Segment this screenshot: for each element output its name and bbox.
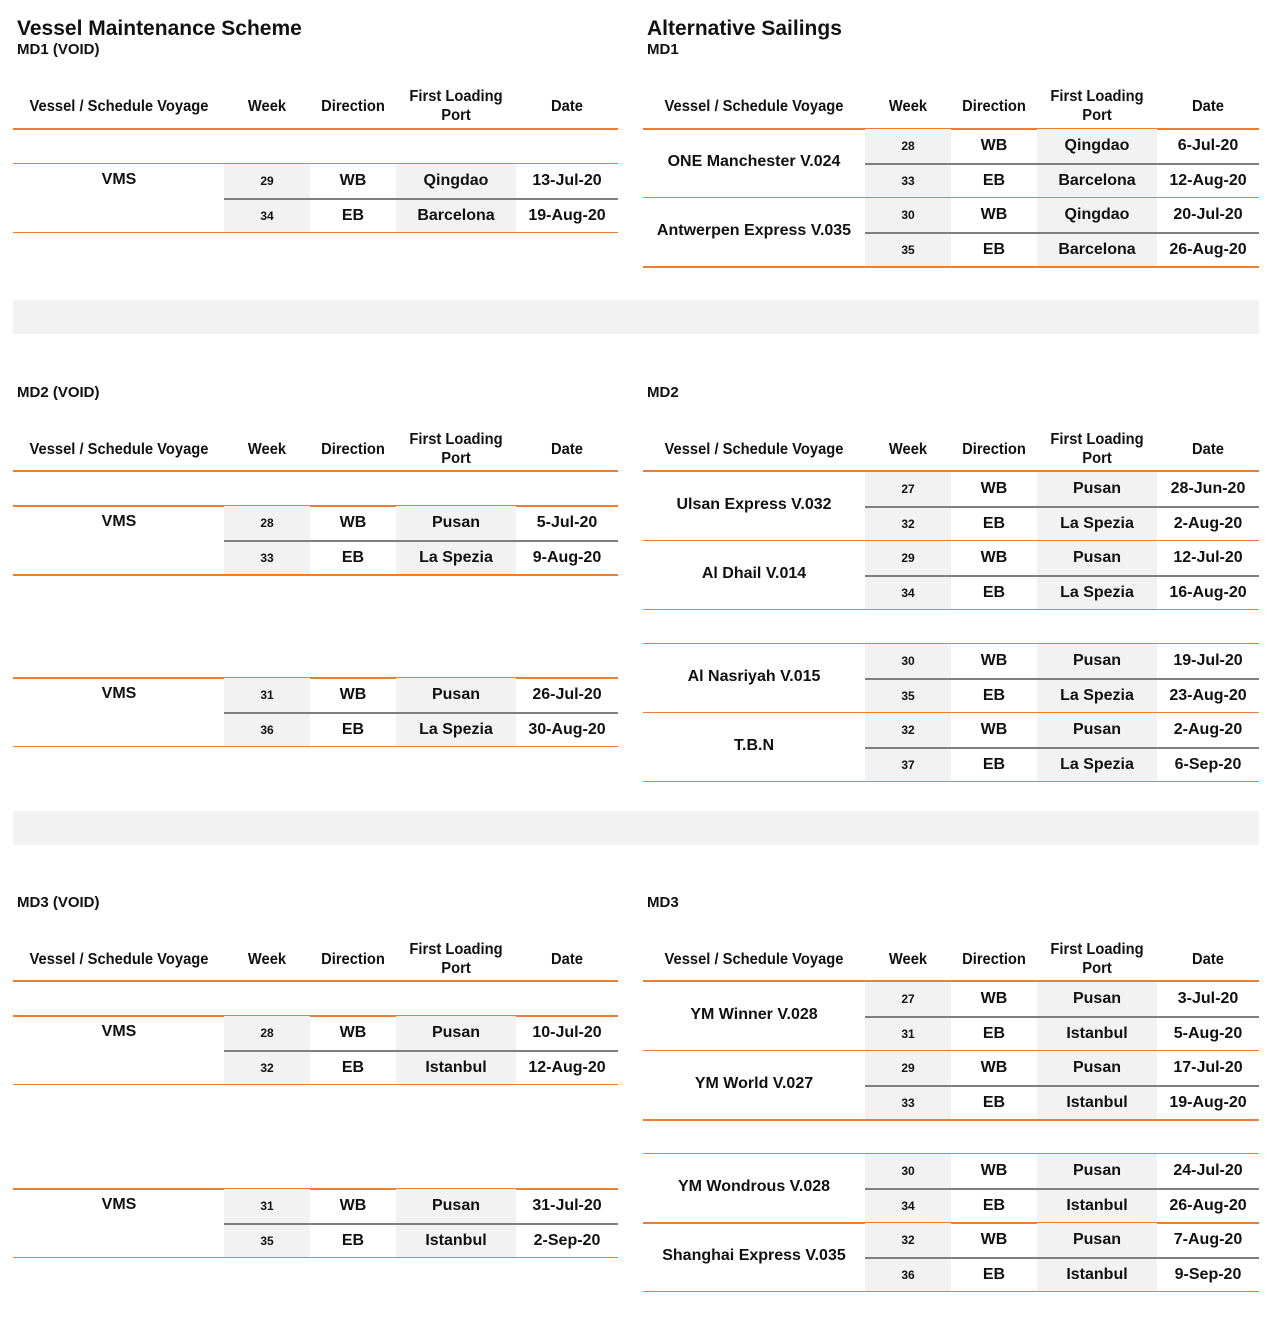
port-cell: La Spezia [396,541,516,575]
header-first-loading-port [401,939,511,979]
week-cell: 27 [865,982,951,1016]
week-cell: 36 [224,713,310,747]
date-cell: 7-Aug-20 [1173,1231,1243,1248]
vessel-name: Al Nasriyah V.015 [687,668,821,686]
week-cell: 28 [224,1016,310,1050]
direction-cell: WB [980,137,1008,154]
header-vessel: Vessel / Schedule Voyage [29,440,209,458]
direction-cell: EB [341,206,365,224]
week-cell: 30 [865,1154,951,1188]
header-port-line2: Port [441,450,471,467]
port-cell: La Spezia [1037,507,1157,541]
date-cell: 26-Aug-20 [1169,1196,1247,1214]
table-rule [224,712,618,714]
week-cell: 34 [224,199,310,233]
header-port-line1: First Loading [409,941,503,958]
week-cell: 33 [224,541,310,575]
table-rule [865,575,1259,577]
header-date: Date [551,97,583,115]
header-direction: Direction [321,950,385,968]
week-cell: 34 [865,1189,951,1223]
date-cell: 30-Aug-20 [528,720,606,738]
vessel-name: VMS [101,685,137,702]
header-vessel: Vessel / Schedule Voyage [664,97,844,115]
table-rule [865,1085,1259,1087]
date-cell: 12-Aug-20 [528,1058,606,1076]
header-port-line2: Port [1082,450,1112,467]
week-cell: 37 [865,748,951,782]
vessel-name: Ulsan Express V.032 [676,496,832,514]
date-cell: 5-Jul-20 [536,514,598,531]
header-direction: Direction [321,440,385,458]
date-cell: 24-Jul-20 [1173,1162,1243,1179]
header-week: Week [888,950,928,968]
date-cell: 26-Jul-20 [532,686,602,703]
week-cell: 35 [865,679,951,713]
date-cell: 31-Jul-20 [532,1197,602,1214]
header-date: Date [1192,440,1224,458]
right-section-subtitle: MD1 [647,41,679,58]
header-port-line2: Port [441,960,471,977]
direction-cell: WB [339,514,367,531]
table-rule [13,1084,618,1085]
date-cell: 5-Aug-20 [1173,1024,1243,1042]
vessel-name: VMS [101,171,137,188]
week-cell: 27 [865,472,951,506]
table-rule [865,506,1259,508]
header-vessel: Vessel / Schedule Voyage [664,440,844,458]
date-cell: 12-Aug-20 [1169,171,1247,189]
direction-cell: WB [980,721,1008,738]
header-port-line1: First Loading [1050,941,1144,958]
port-cell: Qingdao [1037,198,1157,232]
date-cell: 19-Aug-20 [528,206,606,224]
header-first-loading-port [1042,86,1152,126]
week-cell: 35 [865,233,951,267]
header-port-line2: Port [1082,960,1112,977]
header-port-line2: Port [441,107,471,124]
vessel-name: Al Dhail V.014 [701,565,807,583]
date-cell: 9-Aug-20 [532,548,602,566]
week-cell: 32 [865,507,951,541]
vessel-name: YM Winner V.028 [690,1006,818,1024]
port-cell: Pusan [1037,1051,1157,1085]
table-rule [13,232,618,233]
header-first-loading-port [1042,939,1152,979]
direction-cell: EB [982,686,1006,704]
direction-cell: WB [339,172,367,189]
direction-cell: WB [339,1197,367,1214]
date-cell: 6-Sep-20 [1174,755,1242,773]
port-cell: La Spezia [1037,576,1157,610]
table-rule [865,747,1259,749]
left-section-subtitle: MD2 (VOID) [17,384,100,401]
date-cell: 19-Jul-20 [1173,652,1243,669]
section-separator-band [13,300,1259,334]
port-cell: Istanbul [396,1224,516,1258]
port-cell: Pusan [1037,713,1157,747]
header-first-loading-port [1042,429,1152,469]
direction-cell: EB [982,1196,1006,1214]
header-week: Week [247,440,287,458]
port-cell: Pusan [1037,644,1157,678]
header-port-line1: First Loading [409,88,503,105]
week-cell: 35 [224,1224,310,1258]
direction-cell: EB [982,1265,1006,1283]
port-cell: Pusan [1037,982,1157,1016]
table-rule [643,609,1259,610]
table-rule [865,678,1259,680]
port-cell: Istanbul [1037,1258,1157,1292]
date-cell: 28-Jun-20 [1170,480,1246,497]
port-cell: Pusan [1037,1223,1157,1257]
table-rule [643,781,1259,782]
port-cell: Istanbul [1037,1086,1157,1120]
header-week: Week [247,950,287,968]
direction-cell: WB [980,1162,1008,1179]
date-cell: 3-Jul-20 [1177,990,1239,1007]
week-cell: 31 [865,1017,951,1051]
date-cell: 23-Aug-20 [1169,686,1247,704]
date-cell: 10-Jul-20 [532,1024,602,1041]
direction-cell: EB [982,1093,1006,1111]
date-cell: 2-Sep-20 [533,1231,601,1249]
table-rule [865,1257,1259,1259]
left-section-subtitle: MD3 (VOID) [17,894,100,911]
vessel-name: VMS [101,513,137,530]
date-cell: 13-Jul-20 [532,172,602,189]
direction-cell: EB [341,1231,365,1249]
header-port-line2: Port [1082,107,1112,124]
week-cell: 29 [224,164,310,198]
date-cell: 19-Aug-20 [1169,1093,1247,1111]
direction-cell: EB [341,720,365,738]
week-cell: 31 [224,678,310,712]
vessel-name: T.B.N [734,737,774,755]
vessel-name: Shanghai Express V.035 [662,1247,846,1265]
direction-cell: WB [980,480,1008,497]
header-first-loading-port [401,86,511,126]
table-rule [224,198,618,200]
table-rule [13,1257,618,1258]
direction-cell: EB [982,240,1006,258]
header-date: Date [551,950,583,968]
port-cell: Pusan [396,1016,516,1050]
direction-cell: WB [980,990,1008,1007]
direction-cell: EB [982,514,1006,532]
date-cell: 16-Aug-20 [1169,583,1247,601]
date-cell: 17-Jul-20 [1173,1059,1243,1076]
port-cell: Qingdao [1037,129,1157,163]
direction-cell: WB [980,652,1008,669]
header-week: Week [247,97,287,115]
header-direction: Direction [962,440,1026,458]
header-vessel: Vessel / Schedule Voyage [29,950,209,968]
date-cell: 12-Jul-20 [1173,549,1243,566]
week-cell: 34 [865,576,951,610]
week-cell: 33 [865,164,951,198]
table-rule [865,1016,1259,1018]
vessel-name: Antwerpen Express V.035 [656,222,852,240]
week-cell: 31 [224,1189,310,1223]
vessel-name: ONE Manchester V.024 [667,153,841,171]
header-date: Date [1192,97,1224,115]
left-section-subtitle: MD1 (VOID) [17,41,100,58]
date-cell: 9-Sep-20 [1174,1265,1242,1283]
port-cell: Pusan [396,506,516,540]
vessel-name: YM World V.027 [694,1075,814,1093]
week-cell: 29 [865,1051,951,1085]
direction-cell: WB [980,549,1008,566]
port-cell: Istanbul [1037,1017,1157,1051]
table-rule [13,128,618,130]
header-vessel: Vessel / Schedule Voyage [29,97,209,115]
week-cell: 28 [865,129,951,163]
week-cell: 30 [865,198,951,232]
table-rule [13,980,618,982]
date-cell: 2-Aug-20 [1173,514,1243,532]
header-vessel: Vessel / Schedule Voyage [664,950,844,968]
right-section-subtitle: MD3 [647,894,679,911]
week-cell: 32 [224,1051,310,1085]
header-port-line1: First Loading [1050,431,1144,448]
header-direction: Direction [962,950,1026,968]
port-cell: Pusan [396,678,516,712]
header-date: Date [1192,950,1224,968]
week-cell: 28 [224,506,310,540]
right-page-title: Alternative Sailings [647,17,842,40]
header-direction: Direction [321,97,385,115]
direction-cell: EB [982,755,1006,773]
date-cell: 26-Aug-20 [1169,240,1247,258]
port-cell: Pusan [1037,541,1157,575]
direction-cell: EB [982,171,1006,189]
table-rule [224,1223,618,1225]
header-port-line1: First Loading [409,431,503,448]
direction-cell: WB [980,1231,1008,1248]
table-rule [865,163,1259,165]
table-rule [865,232,1259,234]
direction-cell: WB [980,206,1008,223]
direction-cell: EB [341,1058,365,1076]
port-cell: Pusan [1037,472,1157,506]
port-cell: Qingdao [396,164,516,198]
table-rule [13,574,618,576]
header-direction: Direction [962,97,1026,115]
table-rule [13,746,618,747]
week-cell: 29 [865,541,951,575]
table-rule [643,1291,1259,1292]
week-cell: 32 [865,713,951,747]
port-cell: Istanbul [396,1051,516,1085]
port-cell: Pusan [1037,1154,1157,1188]
table-rule [643,266,1259,268]
port-cell: Barcelona [396,199,516,233]
port-cell: Barcelona [1037,164,1157,198]
direction-cell: WB [339,686,367,703]
vessel-name: VMS [101,1196,137,1213]
table-rule [643,1119,1259,1121]
table-rule [224,540,618,542]
week-cell: 30 [865,644,951,678]
section-separator-band [13,811,1259,845]
port-cell: Pusan [396,1189,516,1223]
direction-cell: WB [339,1024,367,1041]
left-page-title: Vessel Maintenance Scheme [17,17,302,40]
port-cell: Istanbul [1037,1189,1157,1223]
header-date: Date [551,440,583,458]
port-cell: La Spezia [1037,748,1157,782]
direction-cell: EB [341,548,365,566]
vessel-name: YM Wondrous V.028 [677,1178,831,1196]
date-cell: 6-Jul-20 [1177,137,1239,154]
direction-cell: WB [980,1059,1008,1076]
port-cell: Barcelona [1037,233,1157,267]
table-rule [13,470,618,472]
table-rule [865,1188,1259,1190]
week-cell: 32 [865,1223,951,1257]
date-cell: 2-Aug-20 [1173,721,1243,738]
week-cell: 36 [865,1258,951,1292]
week-cell: 33 [865,1086,951,1120]
vessel-name: VMS [101,1023,137,1040]
header-first-loading-port [401,429,511,469]
direction-cell: EB [982,583,1006,601]
header-week: Week [888,440,928,458]
date-cell: 20-Jul-20 [1173,206,1243,223]
right-section-subtitle: MD2 [647,384,679,401]
header-week: Week [888,97,928,115]
header-port-line1: First Loading [1050,88,1144,105]
direction-cell: EB [982,1024,1006,1042]
port-cell: La Spezia [396,713,516,747]
port-cell: La Spezia [1037,679,1157,713]
table-rule [224,1050,618,1052]
